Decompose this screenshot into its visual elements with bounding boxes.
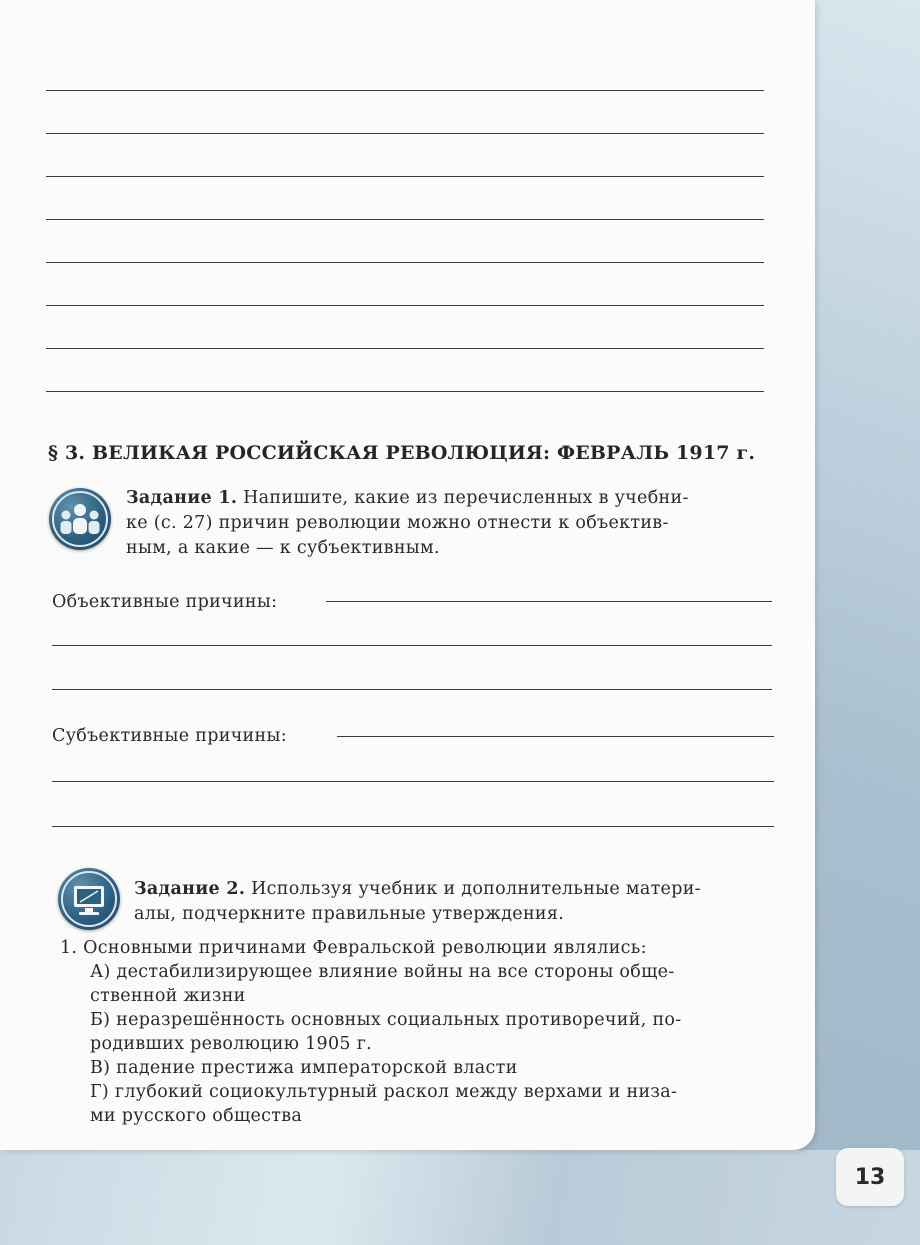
- objective-answer-line[interactable]: [52, 689, 772, 690]
- background-decoration-bottom: [0, 1150, 920, 1245]
- writing-line[interactable]: [46, 176, 764, 177]
- subjective-answer-line[interactable]: [52, 826, 774, 827]
- writing-line[interactable]: [46, 219, 764, 220]
- task2-text: Задание 2. Используя учебник и дополнительные матери- алы, подчеркните правильные утверждения.: [134, 879, 701, 924]
- subjective-answer-line[interactable]: [337, 736, 774, 737]
- page-number: 13: [836, 1148, 904, 1206]
- section-heading: § 3. ВЕЛИКАЯ РОССИЙСКАЯ РЕВОЛЮЦИЯ: ФЕВРАЛЬ 1917 г.: [48, 442, 756, 464]
- objective-answer-line[interactable]: [52, 645, 772, 646]
- objective-answer-line[interactable]: [326, 601, 772, 602]
- task1-label: Задание 1.: [126, 488, 238, 508]
- option-d[interactable]: Г) глубокий социокультурный раскол между верхами и низа- ми русского общества: [90, 1082, 678, 1126]
- writing-line[interactable]: [46, 90, 764, 91]
- question-1: [60, 936, 780, 1128]
- writing-line[interactable]: [46, 262, 764, 263]
- writing-line[interactable]: [46, 305, 764, 306]
- objective-label: Объективные причины:: [52, 592, 278, 612]
- task2-label: Задание 2.: [134, 879, 246, 899]
- task1-text: Задание 1. Напишите, какие из перечисленных в учебни- ке (с. 27) причин революции можно отнести к объектив- ным, а какие — к субъективным.: [126, 488, 689, 558]
- writing-line[interactable]: [46, 391, 764, 392]
- question-title: 1. Основными причинами Февральской революции являлись:: [60, 938, 647, 958]
- writing-line[interactable]: [46, 133, 764, 134]
- subjective-answer-line[interactable]: [52, 781, 774, 782]
- subjective-label: Субъективные причины:: [52, 726, 287, 746]
- group-icon: [49, 488, 111, 550]
- option-c[interactable]: В) падение престижа императорской власти: [90, 1058, 518, 1078]
- computer-icon: [58, 868, 120, 930]
- option-a[interactable]: А) дестабилизирующее влияние войны на все стороны обще- ственной жизни: [90, 962, 675, 1006]
- writing-line[interactable]: [46, 348, 764, 349]
- option-b[interactable]: Б) неразрешённость основных социальных противоречий, по- родивших революцию 1905 г.: [90, 1010, 682, 1054]
